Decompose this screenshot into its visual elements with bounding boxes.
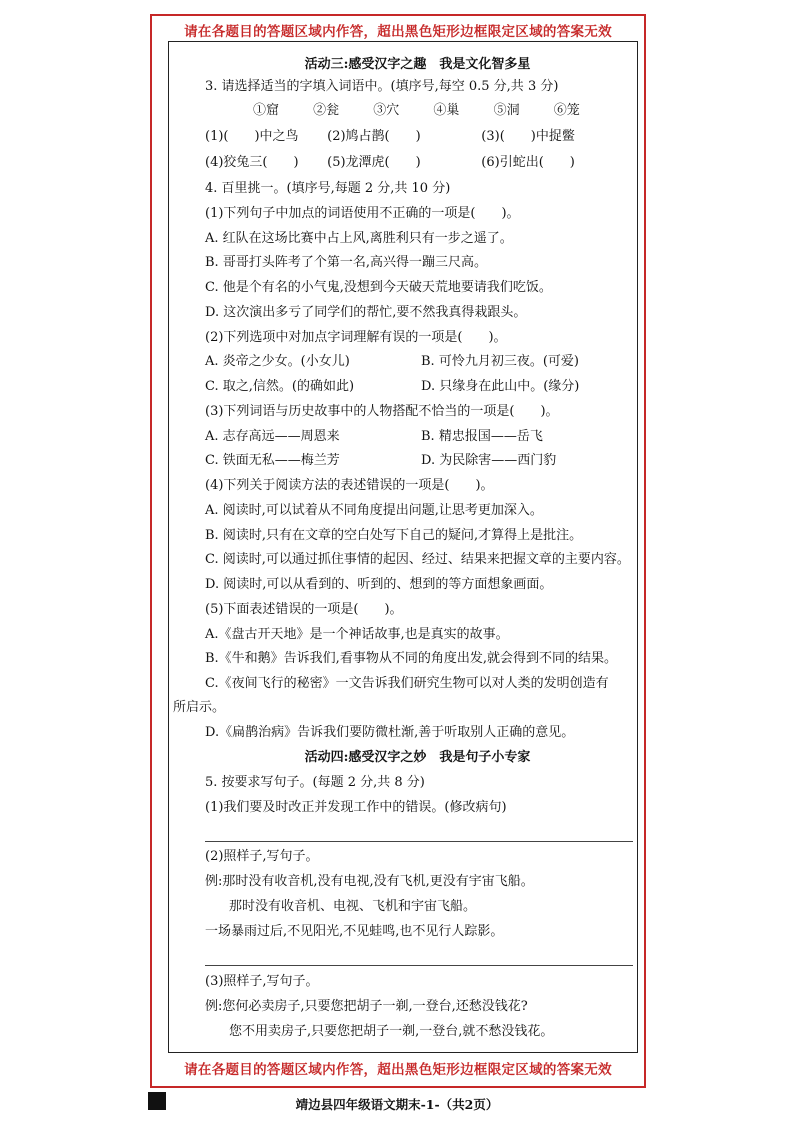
q4-1-option-d: D. 这次演出多亏了同学们的帮忙,要不然我真得栽跟头。 (205, 305, 527, 320)
q3-row2 (205, 154, 631, 172)
blank-2[interactable]: (2)鸠占鹊( ) (327, 129, 421, 144)
q3-row1 (205, 128, 631, 146)
top-warning: 请在各题目的答题区域内作答，超出黑色矩形边框限定区域的答案无效 (184, 24, 612, 40)
answer-line-2[interactable] (205, 965, 633, 966)
q5-3-example-2: 您不用卖房子,只要您把胡子一剃,一登台,就不愁没钱花。 (229, 1024, 554, 1039)
option-5: ⑤洞 (493, 103, 520, 118)
q4-4-option-d: D. 阅读时,可以从看到的、听到的、想到的等方面想象画面。 (205, 577, 553, 592)
bottom-warning: 请在各题目的答题区域内作答，超出黑色矩形边框限定区域的答案无效 (184, 1062, 612, 1078)
q4-3-row1 (205, 428, 543, 446)
q4-2-option-d: D. 只缘身在此山中。(缘分) (421, 379, 580, 394)
q4-4-option-a: A. 阅读时,可以试着从不同角度提出问题,让思考更加深入。 (205, 503, 543, 518)
q4-5-option-a: A.《盘古开天地》是一个神话故事,也是真实的故事。 (205, 627, 509, 642)
blank-1[interactable]: (1)( )中之鸟 (205, 129, 299, 144)
q4-3-option-d: D. 为民除害——西门豹 (421, 453, 557, 468)
option-4: ④巢 (433, 103, 460, 118)
q3-stem: 3. 请选择适当的字填入词语中。(填序号,每空 0.5 分,共 3 分) (205, 79, 559, 94)
q4-2-option-b: B. 可怜九月初三夜。(可爱) (421, 354, 579, 369)
page-footer: 靖边县四年级语文期末-1-（共2页） (295, 1097, 499, 1112)
q5-2-stem: (2)照样子,写句子。 (205, 849, 319, 864)
q5-3-example-1: 例:您何必卖房子,只要您把胡子一剃,一登台,还愁没钱花? (205, 999, 528, 1014)
q4-2-row1 (205, 353, 579, 371)
section3-title: 活动三:感受汉字之趣 我是文化智多星 (304, 57, 531, 72)
blank-6[interactable]: (6)引蛇出( ) (481, 155, 575, 170)
q4-3-option-c: C. 铁面无私——梅兰芳 (205, 453, 340, 468)
q5-2-question: 一场暴雨过后,不见阳光,不见蛙鸣,也不见行人踪影。 (205, 924, 504, 939)
q3-options (253, 102, 610, 120)
q4-5-option-c: C.《夜间飞行的秘密》一文告诉我们研究生物可以对人类的发明创造有 (205, 676, 609, 691)
q4-4-option-b: B. 阅读时,只有在文章的空白处写下自己的疑问,才算得上是批注。 (205, 528, 583, 543)
answer-line-1[interactable] (205, 841, 633, 842)
q4-1-option-b: B. 哥哥打头阵考了个第一名,高兴得一蹦三尺高。 (205, 255, 487, 270)
q4-3-row2 (205, 452, 556, 470)
q4-1-option-a: A. 红队在这场比赛中占上风,离胜利只有一步之遥了。 (205, 231, 513, 246)
q4-5-option-d: D.《扁鹊治病》告诉我们要防微杜渐,善于听取别人正确的意见。 (205, 725, 575, 740)
q4-4-stem[interactable]: (4)下列关于阅读方法的表述错误的一项是( )。 (205, 478, 494, 493)
blank-5[interactable]: (5)龙潭虎( ) (327, 155, 421, 170)
option-1: ①窟 (253, 103, 280, 118)
q4-5-option-b: B.《牛和鹅》告诉我们,看事物从不同的角度出发,就会得到不同的结果。 (205, 651, 617, 666)
q4-1-option-c: C. 他是个有名的小气鬼,没想到今天破天荒地要请我们吃饭。 (205, 280, 552, 295)
q4-4-option-c: C. 阅读时,可以通过抓住事情的起因、经过、结果来把握文章的主要内容。 (205, 552, 630, 567)
section4-title: 活动四:感受汉字之妙 我是句子小专家 (304, 750, 531, 765)
blank-4[interactable]: (4)狡兔三( ) (205, 155, 299, 170)
q4-2-stem[interactable]: (2)下列选项中对加点字词理解有误的一项是( )。 (205, 330, 507, 345)
q5-2-example-2: 那时没有收音机、电视、飞机和宇宙飞船。 (229, 899, 477, 914)
q5-stem: 5. 按要求写句子。(每题 2 分,共 8 分) (205, 775, 425, 790)
q5-3-stem: (3)照样子,写句子。 (205, 974, 319, 989)
q4-5-option-c-cont: 所启示。 (173, 700, 226, 715)
q5-2-example-1: 例:那时没有收音机,没有电视,没有飞机,更没有宇宙飞船。 (205, 874, 534, 889)
q4-3-option-b: B. 精忠报国——岳飞 (421, 429, 543, 444)
blank-3[interactable]: (3)( )中捉鳖 (481, 129, 575, 144)
option-2: ②瓮 (313, 103, 340, 118)
q5-1: (1)我们要及时改正并发现工作中的错误。(修改病句) (205, 800, 507, 815)
q4-5-stem[interactable]: (5)下面表述错误的一项是( )。 (205, 602, 403, 617)
option-6: ⑥笼 (553, 103, 580, 118)
q4-3-option-a: A. 志存高远——周恩来 (205, 429, 340, 444)
q4-stem: 4. 百里挑一。(填序号,每题 2 分,共 10 分) (205, 181, 451, 196)
q4-2-option-a: A. 炎帝之少女。(小女儿) (205, 354, 350, 369)
option-3: ③穴 (373, 103, 400, 118)
q4-2-option-c: C. 取之,信然。(的确如此) (205, 379, 355, 394)
q4-3-stem[interactable]: (3)下列词语与历史故事中的人物搭配不恰当的一项是( )。 (205, 404, 559, 419)
q4-1-stem[interactable]: (1)下列句子中加点的词语使用不正确的一项是( )。 (205, 206, 520, 221)
q4-2-row2 (205, 378, 579, 396)
